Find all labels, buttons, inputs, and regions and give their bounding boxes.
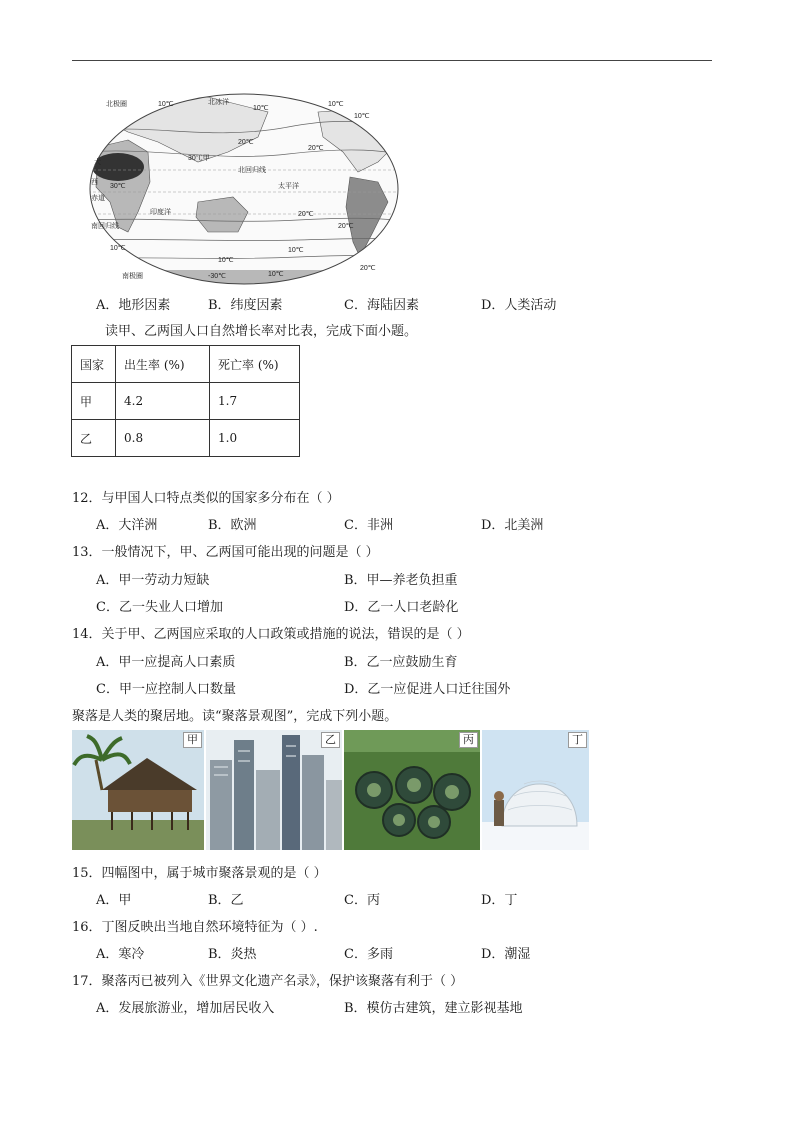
q15-option-c[interactable]: C．丙	[344, 893, 380, 908]
table-cell: 乙	[72, 420, 116, 457]
header-rule	[72, 60, 712, 61]
q14-option-a[interactable]: A．甲一应提高人口素质	[96, 655, 236, 670]
settlement-photos	[72, 730, 589, 850]
map-label: 10℃	[253, 105, 269, 112]
map-label: 20℃	[360, 265, 376, 272]
hot-region-shape	[92, 153, 144, 181]
photo-tag: 乙	[321, 732, 340, 748]
map-label: -30℃	[208, 273, 226, 280]
q16-option-d[interactable]: D．潮湿	[481, 947, 531, 962]
map-label: 10℃	[354, 113, 370, 120]
table-header: 死亡率 (%)	[210, 346, 300, 383]
photo-tag: 丙	[459, 732, 478, 748]
map-label: 10℃	[218, 257, 234, 264]
table-intro: 读甲、乙两国人口自然增长率对比表，完成下面小题。	[105, 324, 418, 339]
map-label: 30℃	[110, 183, 126, 190]
photo-yi	[206, 730, 342, 850]
q15-option-b[interactable]: B．乙	[208, 893, 244, 908]
photo-bing	[344, 730, 480, 850]
table-cell: 4.2	[116, 383, 210, 420]
table-cell: 1.0	[210, 420, 300, 457]
q17-option-a[interactable]: A．发展旅游业，增加居民收入	[96, 1001, 275, 1016]
population-table	[71, 345, 300, 457]
table-cell: 0.8	[116, 420, 210, 457]
table-row	[72, 383, 300, 420]
map-label: 10℃	[110, 245, 126, 252]
q14-option-d[interactable]: D．乙一应促进人口迁往国外	[344, 682, 511, 697]
q13-stem: 13．一般情况下，甲、乙两国可能出现的问题是（ ）	[72, 545, 379, 560]
map-label: 北冰洋	[208, 99, 229, 106]
table-header: 出生率 (%)	[116, 346, 210, 383]
photo-jia	[72, 730, 204, 850]
q11-option-d[interactable]: D．人类活动	[481, 298, 557, 313]
world-isotherm-map	[88, 92, 400, 286]
q16-option-a[interactable]: A．寒冷	[96, 947, 145, 962]
map-label: 印度洋	[150, 209, 171, 216]
photos-intro: 聚落是人类的聚居地。读“聚落景观图”，完成下列小题。	[72, 709, 398, 724]
table-cell: 甲	[72, 383, 116, 420]
q11-option-a[interactable]: A．地形因素	[96, 298, 171, 313]
map-label: 北回归线	[238, 167, 266, 174]
q16-option-c[interactable]: C．多雨	[344, 947, 393, 962]
table-header-row	[72, 346, 300, 383]
q11-option-c[interactable]: C．海陆因素	[344, 298, 419, 313]
map-label: 北极圈	[106, 101, 127, 108]
photo-ding	[482, 730, 589, 850]
q13-option-d[interactable]: D．乙一人口老龄化	[344, 600, 459, 615]
map-label: 20℃	[298, 211, 314, 218]
map-label: 20℃	[308, 145, 324, 152]
q12-option-a[interactable]: A．大洋洲	[96, 518, 158, 533]
map-label: 30℃甲	[188, 155, 210, 162]
table-header: 国家	[72, 346, 116, 383]
map-label: 太平洋	[278, 183, 299, 190]
q16-stem: 16．丁图反映出当地自然环境特征为（ ）.	[72, 920, 318, 935]
table-cell: 1.7	[210, 383, 300, 420]
map-label: 10℃	[158, 101, 174, 108]
map-label: 南极圈	[122, 273, 143, 280]
q13-option-b[interactable]: B．甲—养老负担重	[344, 573, 458, 588]
q15-stem: 15．四幅图中，属于城市聚落景观的是（ ）	[72, 866, 327, 881]
map-label: 10℃	[288, 247, 304, 254]
q15-option-d[interactable]: D．丁	[481, 893, 518, 908]
map-label: 10℃	[328, 101, 344, 108]
q14-option-b[interactable]: B．乙一应鼓励生育	[344, 655, 458, 670]
q16-option-b[interactable]: B．炎热	[208, 947, 257, 962]
map-label: 大	[94, 159, 101, 166]
q13-option-c[interactable]: C．乙一失业人口增加	[96, 600, 223, 615]
map-label: 西	[91, 179, 98, 186]
q12-stem: 12．与甲国人口特点类似的国家多分布在（ ）	[72, 491, 340, 506]
q12-option-b[interactable]: B．欧洲	[208, 518, 257, 533]
map-label: 20℃	[338, 223, 354, 230]
map-label: 10℃	[268, 271, 284, 278]
q15-option-a[interactable]: A．甲	[96, 893, 132, 908]
map-label: 20℃	[238, 139, 254, 146]
map-label: 赤道	[91, 195, 105, 202]
q14-stem: 14．关于甲、乙两国应采取的人口政策或措施的说法，错误的是（ ）	[72, 627, 470, 642]
q13-option-a[interactable]: A．甲一劳动力短缺	[96, 573, 210, 588]
map-label: 南回归线	[91, 223, 119, 230]
q14-option-c[interactable]: C．甲一应控制人口数量	[96, 682, 236, 697]
q17-stem: 17．聚落丙已被列入《世界文化遗产名录》，保护该聚落有利于（ ）	[72, 974, 464, 989]
q11-option-b[interactable]: B．纬度因素	[208, 298, 283, 313]
photo-tag: 甲	[183, 732, 202, 748]
q12-option-c[interactable]: C．非洲	[344, 518, 393, 533]
q12-option-d[interactable]: D．北美洲	[481, 518, 544, 533]
q17-option-b[interactable]: B．模仿古建筑，建立影视基地	[344, 1001, 523, 1016]
photo-tag: 丁	[568, 732, 587, 748]
table-row	[72, 420, 300, 457]
